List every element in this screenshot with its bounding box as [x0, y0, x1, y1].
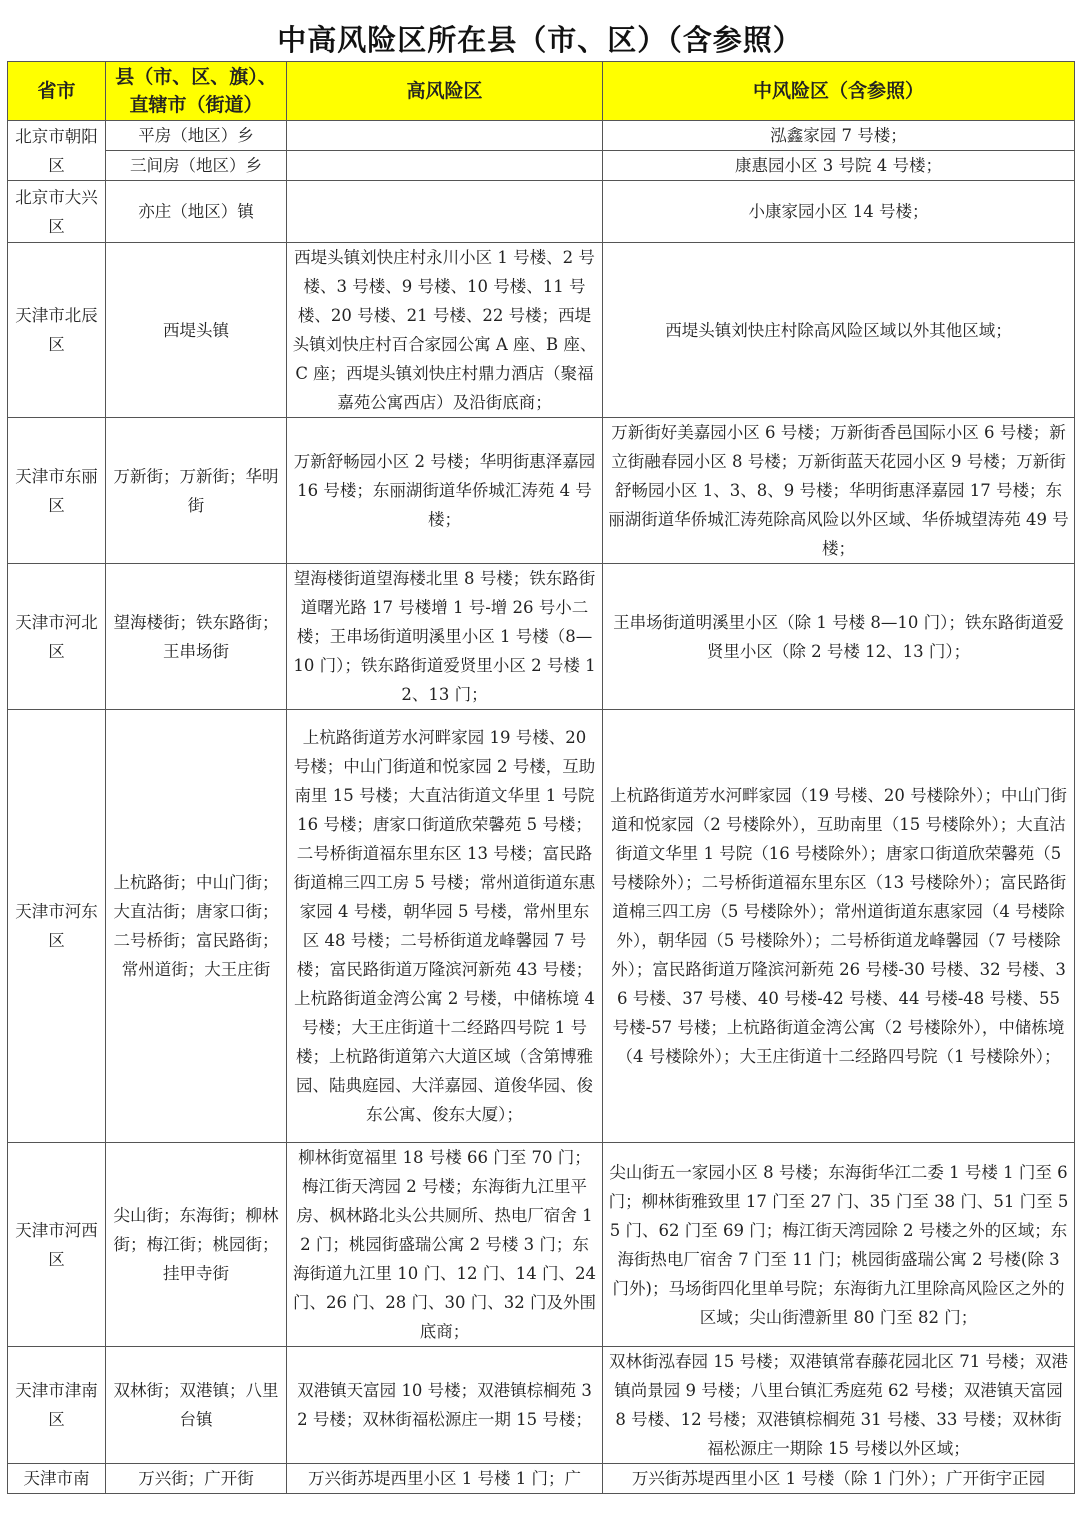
table-row [8, 121, 1075, 181]
county-cell: 双林街；双港镇；八里台镇 [106, 1347, 287, 1464]
high-risk-cell: 万兴街苏堤西里小区 1 号楼 1 门；广 [287, 1464, 603, 1494]
high-risk-cell: 万新舒畅园小区 2 号楼；华明街惠泽嘉园 16 号楼；东丽湖街道华侨城汇涛苑 4 号楼； [287, 418, 603, 564]
table-row [8, 1347, 1075, 1464]
county-cell: 西堤头镇 [106, 243, 287, 418]
province-cell: 天津市南 [8, 1464, 106, 1494]
table-row [8, 243, 1075, 418]
medium-risk-cell: 西堤头镇刘快庄村除高风险区域以外其他区域； [603, 243, 1075, 418]
table-row [8, 418, 1075, 564]
high-risk-cell: 望海楼街道望海楼北里 8 号楼；铁东路街道曙光路 17 号楼增 1 号-增 26 号小二楼；王串场街道明溪里小区 1 号楼（8—10 门）；铁东路街道爱贤里小区 2 号楼 12、13 门； [287, 564, 603, 710]
high-risk-sub [287, 150, 602, 180]
province-cell: 天津市河东区 [8, 710, 106, 1143]
county-sub: 三间房（地区）乡 [106, 150, 286, 180]
province-cell: 天津市北辰区 [8, 243, 106, 418]
medium-risk-cell [603, 121, 1075, 181]
province-cell: 天津市东丽区 [8, 418, 106, 564]
province-cell: 天津市河北区 [8, 564, 106, 710]
high-risk-cell: 双港镇天富园 10 号楼；双港镇棕榈苑 32 号楼；双林街福松源庄一期 15 号楼； [287, 1347, 603, 1464]
county-cell: 尖山街；东海街；柳林街；梅江街；桃园街；挂甲寺街 [106, 1143, 287, 1347]
medium-risk-cell: 双林街泓春园 15 号楼；双港镇常春藤花园北区 71 号楼；双港镇尚景园 9 号楼；八里台镇汇秀庭苑 62 号楼；双港镇天富园 8 号楼、12 号楼；双港镇棕榈苑 31 号楼、33 号楼；双林街福松源庄一期除 15 号楼以外区域； [603, 1347, 1075, 1464]
table-row [8, 1143, 1075, 1347]
medium-risk-cell: 万兴街苏堤西里小区 1 号楼（除 1 门外）；广开街宇正园 [603, 1464, 1075, 1494]
province-cell: 天津市津南区 [8, 1347, 106, 1464]
page-title: 中高风险区所在县（市、区）（含参照） [277, 23, 803, 57]
medium-risk-sub: 泓鑫家园 7 号楼； [770, 126, 907, 145]
medium-risk-cell: 尖山街五一家园小区 8 号楼；东海街华江二委 1 号楼 1 门至 6 门；柳林街雅致里 17 门至 27 门、35 门至 38 门、51 门至 55 门、62 门至 69 门；梅江街天湾园除 2 号楼之外的区域；东海街热电厂宿舍 7 门至 11 门；桃园街盛瑞公寓 2 号楼(除 3 门外)；马场街四化里单号院；东海街九江里除高风险区之外的区域；尖山街澧新里 80 门至 82 门； [603, 1143, 1075, 1347]
high-risk-cell [287, 181, 603, 243]
county-cell: 望海楼街；铁东路街；王串场街 [106, 564, 287, 710]
header-high-risk: 高风险区 [287, 62, 603, 121]
header-medium-risk: 中风险区（含参照） [603, 62, 1075, 121]
table-header-row [8, 62, 1075, 121]
county-cell: 上杭路街；中山门街；大直沽街；唐家口街；二号桥街；富民路街；常州道街；大王庄街 [106, 710, 287, 1143]
header-province: 省市 [8, 62, 106, 121]
province-cell: 天津市河西区 [8, 1143, 106, 1347]
medium-risk-cell: 小康家园小区 14 号楼； [603, 181, 1075, 243]
county-cell: 万兴街；广开街 [106, 1464, 287, 1494]
province-cell: 北京市朝阳区 [8, 121, 106, 181]
table-row [8, 1464, 1075, 1494]
county-cell [106, 121, 287, 181]
county-sub: 平房（地区）乡 [138, 126, 254, 145]
county-cell: 万新街；万新街；华明街 [106, 418, 287, 564]
medium-risk-cell: 王串场街道明溪里小区（除 1 号楼 8—10 门）；铁东路街道爱贤里小区（除 2 号楼 12、13 门）； [603, 564, 1075, 710]
medium-risk-cell: 万新街好美嘉园小区 6 号楼；万新街香邑国际小区 6 号楼；新立街融春园小区 8 号楼；万新街蓝天花园小区 9 号楼；万新街舒畅园小区 1、3、8、9 号楼；华明街惠泽嘉园 17 号楼；东丽湖街道华侨城汇涛苑除高风险以外区域、华侨城望涛苑 49 号楼； [603, 418, 1075, 564]
header-county: 县（市、区、旗）、直辖市（街道） [106, 62, 287, 121]
high-risk-cell: 上杭路街道芳水河畔家园 19 号楼、20 号楼；中山门街道和悦家园 2 号楼，互助南里 15 号楼；大直沽街道文华里 1 号院 16 号楼；唐家口街道欣荣馨苑 5 号楼；二号桥街道福东里东区 13 号楼；富民路街道棉三四工房 5 号楼；常州道街道东惠家园 4 号楼，朝华园 5 号楼，常州里东区 48 号楼；二号桥街道龙峰馨园 7 号楼；富民路街道万隆滨河新苑 43 号楼；上杭路街道金湾公寓 2 号楼，中储栋境 4 号楼；大王庄街道十二经路四号院 1 号楼；上杭路街道第六大道区域（含第博雅园、陆典庭园、大洋嘉园、道俊华园、俊东公寓、俊东大厦）； [287, 710, 603, 1143]
county-cell: 亦庄（地区）镇 [106, 181, 287, 243]
table-row [8, 181, 1075, 243]
risk-area-table [7, 61, 1075, 1494]
high-risk-sub [287, 121, 602, 150]
high-risk-cell: 柳林街宽福里 18 号楼 66 门至 70 门；梅江街天湾园 2 号楼；东海街九江里平房、枫林路北头公共厕所、热电厂宿舍 12 门；桃园街盛瑞公寓 2 号楼 3 门；东海街道九江里 10 门、12 门、14 门、24 门、26 门、28 门、30 门、32 门及外围底商； [287, 1143, 603, 1347]
high-risk-cell: 西堤头镇刘快庄村永川小区 1 号楼、2 号楼、3 号楼、9 号楼、10 号楼、11 号楼、20 号楼、21 号楼、22 号楼；西堤头镇刘快庄村百合家园公寓 A 座、B 座、C 座；西堤头镇刘快庄村鼎力酒店（聚福嘉苑公寓西店）及沿街底商； [287, 243, 603, 418]
medium-risk-cell: 上杭路街道芳水河畔家园（19 号楼、20 号楼除外）；中山门街道和悦家园（2 号楼除外），互助南里（15 号楼除外）；大直沽街道文华里 1 号院（16 号楼除外）；唐家口街道欣荣馨苑（5 号楼除外）；二号桥街道福东里东区（13 号楼除外）；富民路街道棉三四工房（5 号楼除外）；常州道街道东惠家园（4 号楼除外），朝华园（5 号楼除外）；二号桥街道龙峰馨园（7 号楼除外）；富民路街道万隆滨河新苑 26 号楼-30 号楼、32 号楼、36 号楼、37 号楼、40 号楼-42 号楼、44 号楼-48 号楼、55 号楼-57 号楼；上杭路街道金湾公寓（2 号楼除外），中储栋境（4 号楼除外）；大王庄街道十二经路四号院（1 号楼除外）； [603, 710, 1075, 1143]
table-row [8, 710, 1075, 1143]
table-row [8, 564, 1075, 710]
high-risk-cell [287, 121, 603, 181]
medium-risk-sub: 康惠园小区 3 号院 4 号楼； [603, 150, 1074, 180]
province-cell: 北京市大兴区 [8, 181, 106, 243]
